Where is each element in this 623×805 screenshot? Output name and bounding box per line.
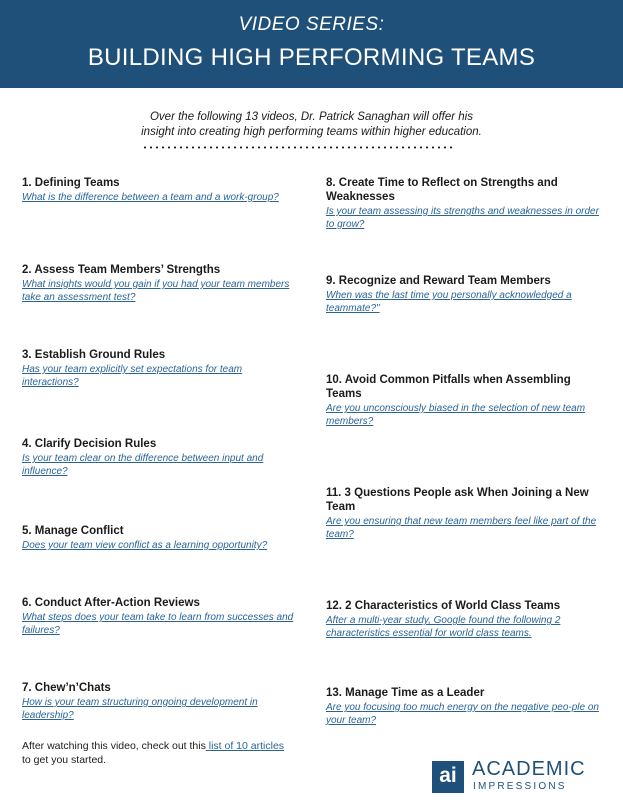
- video-title: 9. Recognize and Reward Team Members: [326, 275, 551, 287]
- video-title: 7. Chew’n’Chats: [22, 682, 111, 694]
- video-question-link[interactable]: Is your team clear on the difference between input and influence?: [22, 453, 264, 477]
- intro-text: [90, 110, 533, 140]
- video-item-12: [326, 599, 600, 640]
- video-title: 12. 2 Characteristics of World Class Teams: [326, 600, 561, 612]
- video-title: 11. 3 Questions People ask When Joining a New Team: [326, 487, 589, 513]
- video-title: 1. Defining Teams: [22, 177, 120, 189]
- video-item-9: [326, 274, 600, 315]
- video-item-11: [326, 486, 600, 541]
- video-title: 10. Avoid Common Pitfalls when Assembling Teams: [326, 374, 571, 400]
- video-title: 4. Clarify Decision Rules: [22, 438, 157, 450]
- page-title: BUILDING HIGH PERFORMING TEAMS: [87, 44, 536, 71]
- video-item-8: [326, 176, 600, 231]
- video-item-3: [22, 348, 297, 389]
- video-question-link[interactable]: Are you focusing too much energy on the negative peo-ple on your team?: [326, 702, 599, 726]
- video-item-7: [22, 681, 297, 722]
- video-item-1: [22, 176, 297, 204]
- video-item-4: [22, 437, 297, 478]
- intro-line-2: insight into creating high performing teams within higher education.: [141, 126, 482, 138]
- note-text-after: to get you started.: [22, 754, 107, 766]
- video-item-13: [326, 686, 600, 727]
- video-title: 5. Manage Conflict: [22, 525, 124, 537]
- video-question-link[interactable]: After a multi-year study, Google found the following 2 characteristics essential for world class teams.: [326, 615, 561, 639]
- video-question-link[interactable]: Are you ensuring that new team members feel like part of the team?: [326, 516, 597, 540]
- articles-note: [22, 739, 292, 767]
- video-question-link[interactable]: What steps does your team take to learn from successes and failures?: [22, 612, 294, 636]
- video-title: 13. Manage Time as a Leader: [326, 687, 485, 699]
- video-question-link[interactable]: How is your team structuring ongoing development in leadership?: [22, 697, 258, 721]
- video-item-10: [326, 373, 600, 428]
- note-text-before: After watching this video, check out this: [22, 740, 206, 752]
- video-item-5: [22, 524, 297, 552]
- academic-impressions-logo: [432, 757, 612, 797]
- video-title: 6. Conduct After-Action Reviews: [22, 597, 200, 609]
- video-title: 2. Assess Team Members’ Strengths: [22, 264, 221, 276]
- articles-link[interactable]: list of 10 articles: [205, 740, 285, 752]
- video-question-link[interactable]: What is the difference between a team and a work-group?: [22, 192, 279, 203]
- series-label: VIDEO SERIES:: [238, 14, 385, 35]
- logo-word-impressions: IMPRESSIONS: [473, 781, 567, 792]
- video-question-link[interactable]: When was the last time you personally acknowledged a teammate?": [326, 290, 572, 314]
- header-banner: [0, 0, 623, 88]
- dotted-divider: [142, 146, 454, 149]
- video-question-link[interactable]: Is your team assessing its strengths and weaknesses in order to grow?: [326, 206, 599, 230]
- video-question-link[interactable]: Has your team explicitly set expectations for team interactions?: [22, 364, 243, 388]
- video-question-link[interactable]: Are you unconsciously biased in the selection of new team members?: [326, 403, 586, 427]
- video-question-link[interactable]: What insights would you gain if you had your team members take an assessment test?: [22, 279, 290, 303]
- logo-word-academic: ACADEMIC: [472, 758, 586, 780]
- video-item-2: [22, 263, 297, 304]
- video-title: 8. Create Time to Reflect on Strengths and Weaknesses: [326, 177, 558, 203]
- video-item-6: [22, 596, 297, 637]
- video-question-link[interactable]: Does your team view conflict as a learning opportunity?: [22, 540, 268, 551]
- logo-mark-icon: ai: [432, 761, 464, 793]
- intro-line-1: Over the following 13 videos, Dr. Patrick Sanaghan will offer his: [149, 111, 473, 123]
- video-title: 3. Establish Ground Rules: [22, 349, 166, 361]
